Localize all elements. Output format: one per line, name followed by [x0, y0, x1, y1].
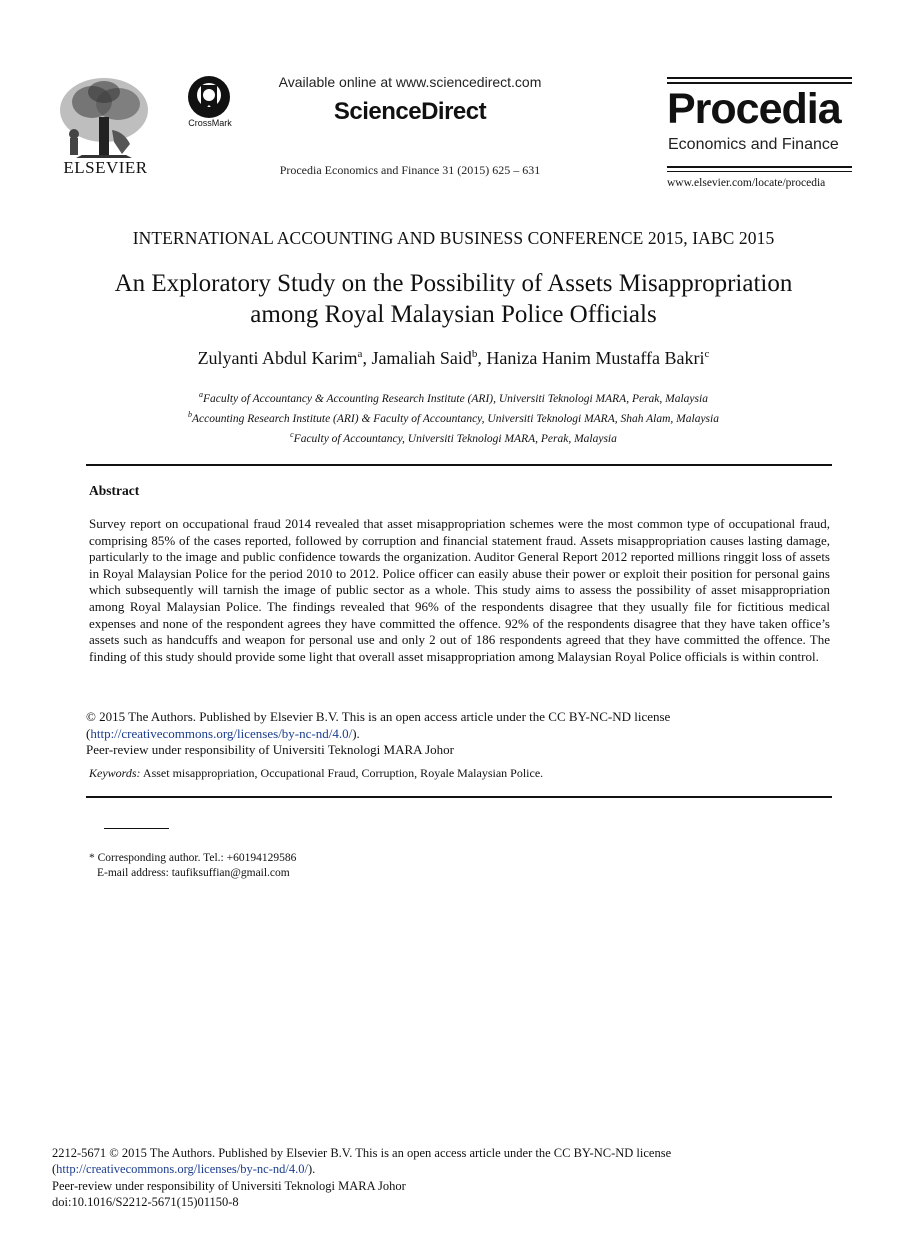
procedia-logo: Procedia: [667, 85, 841, 133]
publisher-name: ELSEVIER: [63, 158, 148, 177]
license-text: © 2015 The Authors. Published by Elsevier B.V. This is an open access article under the CC BY-NC-ND license: [86, 709, 671, 724]
affiliation-item: [60, 387, 847, 407]
page-footer: [52, 1145, 852, 1210]
procedia-top-rule-2: [667, 82, 852, 84]
abstract-body: Survey report on occupational fraud 2014 revealed that asset misappropriation schemes were the most common type of occupational fraud, comprising 85% of the cases reported, followed by corruption and financial statement fraud. Assets misappropriation causes lasting damage, particularly to the image and public confidence towards the organization. Auditor General Report 2012 reported millions ringgit loss of assets in Royal Malaysian Police for the period 2010 to 2012. Police officer can easily abuse their power or exploit their position for personal gains which subsequently will tarnish the image of public sector as a whole. This study aims to assess the possibility of asset misappropriation among Royal Malaysian Police. The findings revealed that 96% of the respondents disagree that they usually file for fictitious medical expenses and none of the respondent agrees they have committed the offence. 92% of the respondents disagree that they have taken office’s assets such as handcuffs and weapon for personal use and only 2 out of 186 respondents agreed that they have committed the offence. The finding of this study should provide some light that overall asset misappropriation among Malaysian Royal Police officials is within control.: [89, 516, 830, 664]
sciencedirect-logo[interactable]: ScienceDirect: [333, 98, 487, 125]
author-name: Zulyanti Abdul Karim: [197, 348, 358, 368]
corresponding-phone: * Corresponding author. Tel.: +60194129586: [89, 852, 297, 864]
license-link[interactable]: http://creativecommons.org/licenses/by-nc-nd/4.0/: [90, 725, 353, 741]
affiliation-item: [60, 427, 847, 447]
paper-title: [60, 268, 847, 330]
affiliation-list: [60, 387, 847, 446]
author-affiliation-mark: a: [357, 348, 363, 360]
corresponding-author-note: [89, 851, 296, 881]
affiliation-mark: a: [199, 390, 204, 399]
affiliation-text: Faculty of Accountancy & Accounting Research Institute (ARI), Universiti Teknologi MARA, Perak, Malaysia: [203, 392, 708, 405]
footer-doi[interactable]: doi:10.1016/S2212-5671(15)01150-8: [52, 1194, 239, 1209]
author-list: [60, 348, 847, 369]
author-separator: ,: [362, 348, 372, 368]
affiliation-text: Accounting Research Institute (ARI) & Faculty of Accountancy, Universiti Teknologi MARA, Shah Alam, Malaysia: [192, 412, 719, 425]
procedia-url-link[interactable]: www.elsevier.com/locate/procedia: [667, 177, 826, 189]
procedia-subtitle: Economics and Finance: [668, 136, 839, 153]
conference-name: INTERNATIONAL ACCOUNTING AND BUSINESS CONFERENCE 2015, IABC 2015: [132, 228, 775, 248]
footer-license-link[interactable]: http://creativecommons.org/licenses/by-nc-nd/4.0/: [56, 1162, 308, 1177]
abstract-heading: Abstract: [89, 483, 140, 498]
license-close-paren: ).: [352, 725, 360, 741]
corresponding-email: E-mail address: taufiksuffian@gmail.com: [97, 867, 290, 879]
license-link-line: [86, 726, 830, 743]
affiliation-item: [60, 407, 847, 427]
abstract-top-divider: [86, 464, 832, 466]
footer-close-paren: ).: [307, 1162, 316, 1177]
affiliation-text: Faculty of Accountancy, Universiti Teknologi MARA, Perak, Malaysia: [293, 432, 617, 445]
journal-reference: Procedia Economics and Finance 31 (2015) 625 – 631: [279, 163, 541, 177]
procedia-top-rule-1: [667, 77, 852, 79]
paper-title-line-1: An Exploratory Study on the Possibility of Assets Misappropriation: [114, 270, 793, 297]
crossmark-label: CrossMark: [188, 118, 232, 128]
keywords: [89, 766, 830, 781]
author-affiliation-mark: c: [704, 348, 710, 360]
author-separator: ,: [477, 348, 487, 368]
procedia-bottom-rule-2: [667, 171, 852, 172]
footer-peer-review: Peer-review under responsibility of Universiti Teknologi MARA Johor: [52, 1178, 406, 1193]
footer-link-line: [52, 1161, 852, 1177]
author-name: Jamaliah Said: [371, 348, 472, 368]
abstract-bottom-divider: [86, 796, 832, 798]
author-affiliation-mark: b: [471, 348, 478, 360]
footnote-rule: [104, 828, 169, 829]
available-online-text: Available online at www.sciencedirect.com: [278, 74, 542, 90]
keywords-label: Keywords:: [89, 766, 141, 780]
license-open-paren: (: [86, 725, 91, 741]
keywords-text: Asset misappropriation, Occupational Fraud, Corruption, Royale Malaysian Police.: [140, 766, 544, 780]
affiliation-mark: c: [290, 429, 294, 439]
footer-open-paren: (: [52, 1162, 57, 1177]
peer-review-text: Peer-review under responsibility of Universiti Teknologi MARA Johor: [86, 742, 454, 758]
footer-license-text: 2212-5671 © 2015 The Authors. Published by Elsevier B.V. This is an open access article under the CC BY-NC-ND license: [52, 1146, 672, 1160]
paper-title-line-2: among Royal Malaysian Police Officials: [250, 301, 657, 328]
license-block: [86, 709, 830, 759]
procedia-bottom-rule-1: [667, 166, 852, 168]
affiliation-mark: b: [188, 409, 192, 419]
author-name: Haniza Hanim Mustaffa Bakri: [486, 348, 705, 368]
